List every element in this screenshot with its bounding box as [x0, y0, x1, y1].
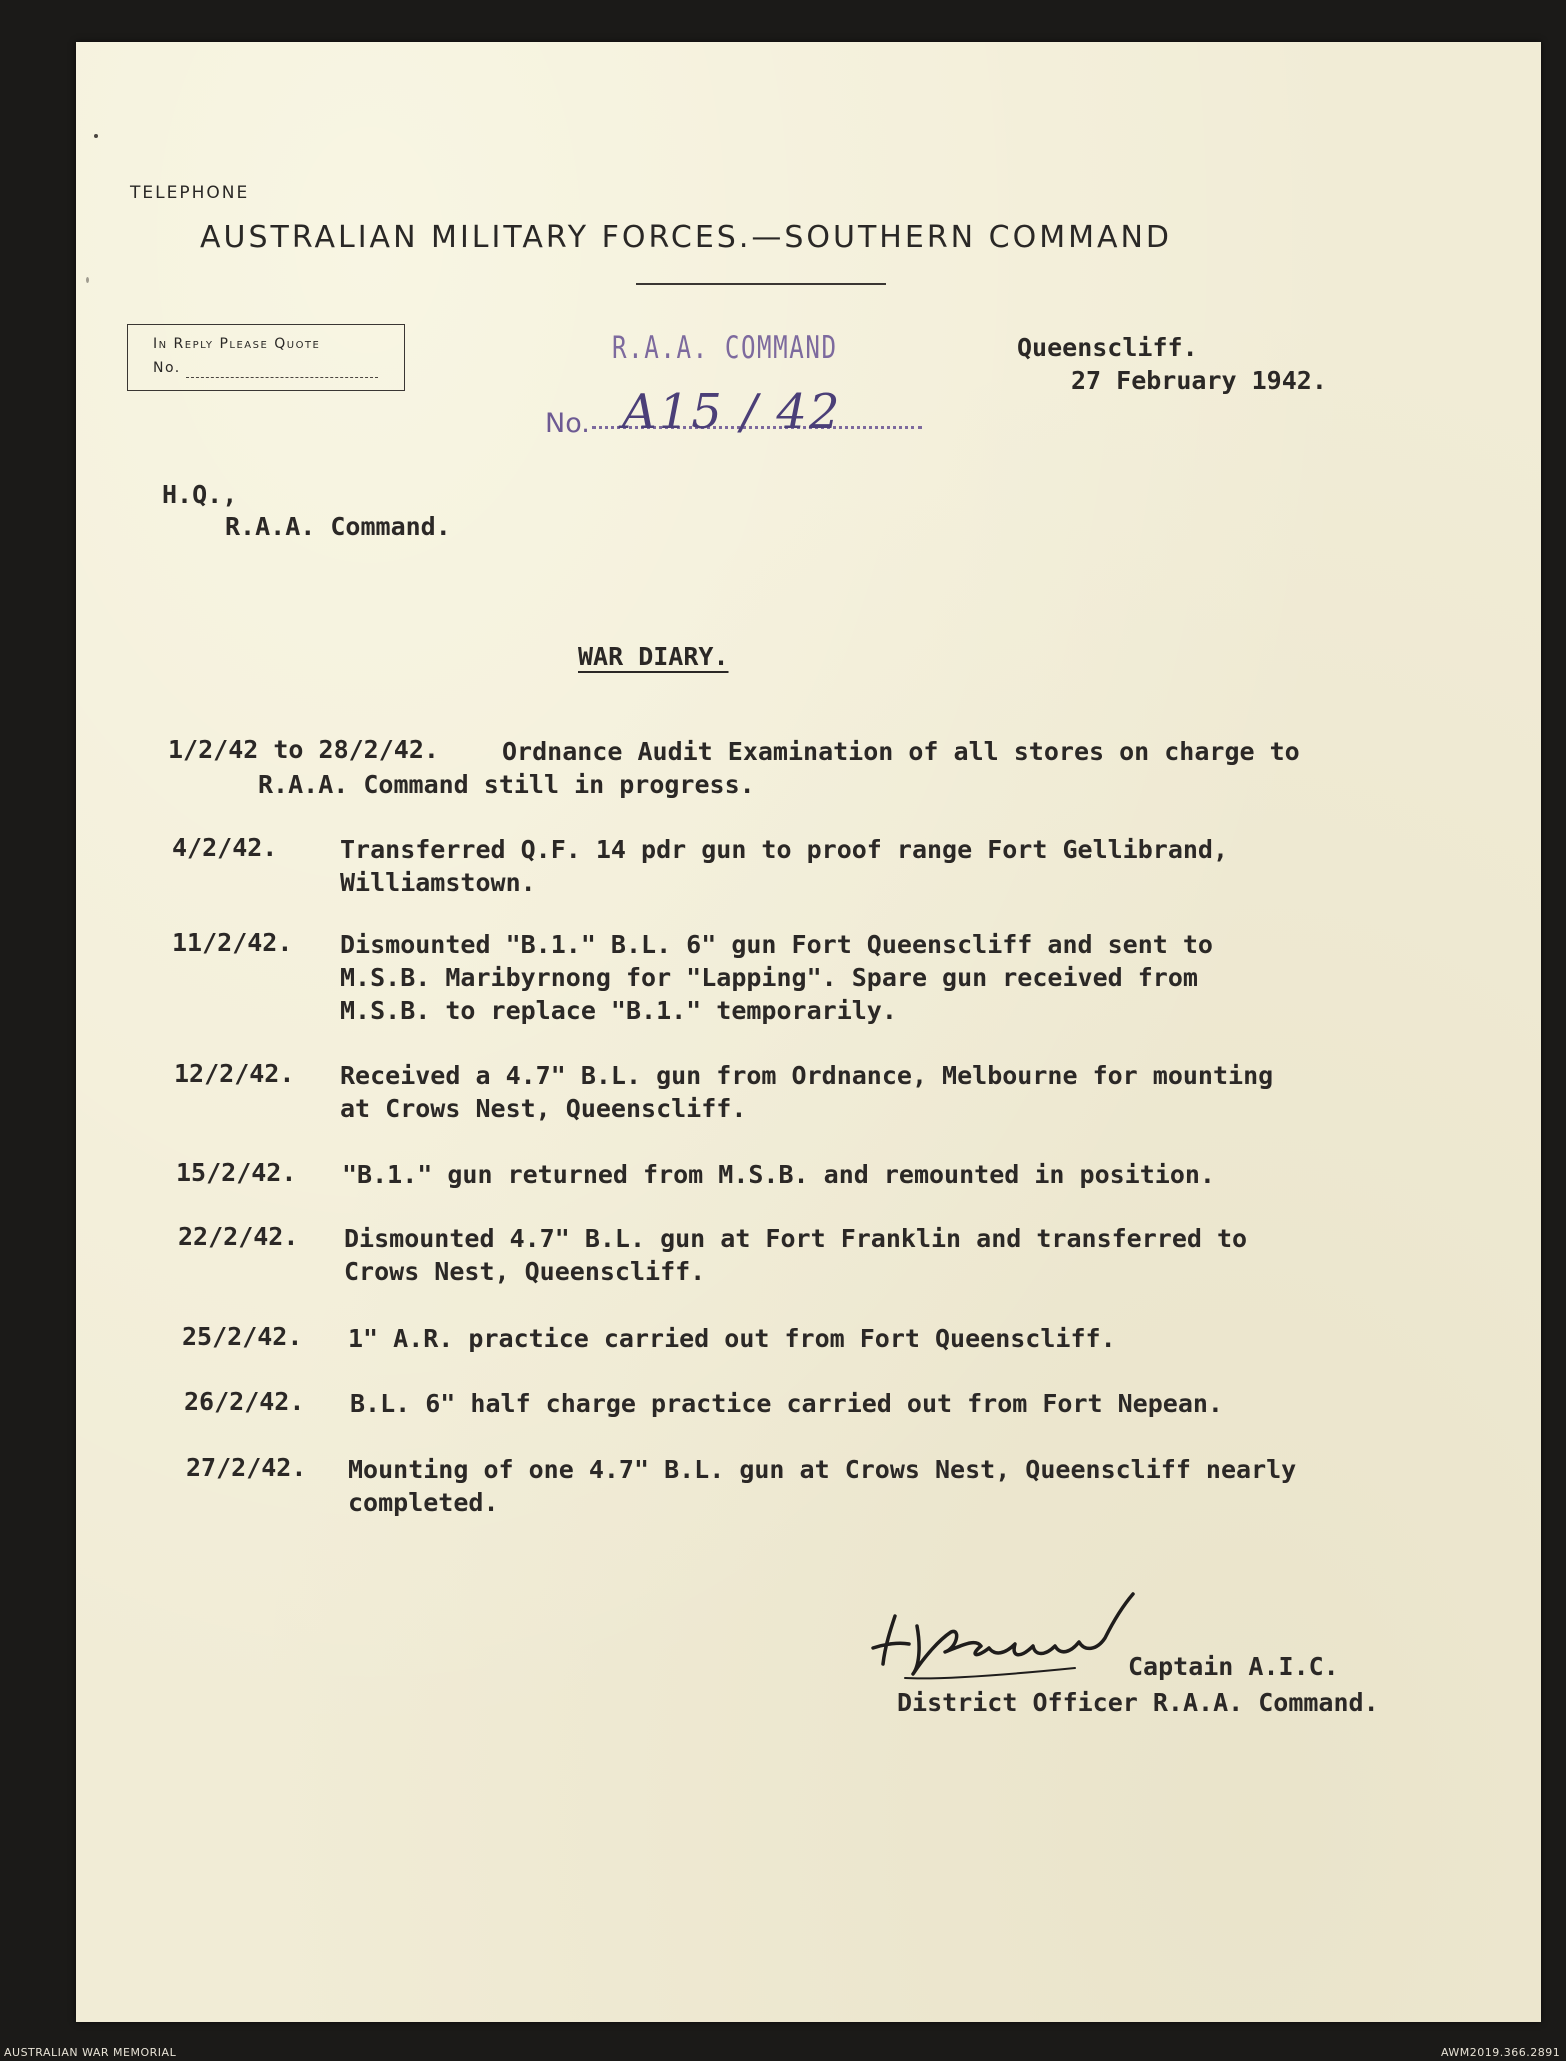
entry-text-line: Ordnance Audit Examination of all stores on charge to: [502, 737, 1300, 766]
entry-text-line: "B.1." gun returned from M.S.B. and remounted in position.: [342, 1160, 1215, 1189]
document-heading: WAR DIARY.: [578, 642, 729, 671]
entry-date: 15/2/42.: [176, 1158, 297, 1187]
signatory-title: District Officer R.A.A. Command.: [897, 1688, 1379, 1717]
place-line: Queenscliff.: [1017, 333, 1198, 362]
entry-text-line: at Crows Nest, Queenscliff.: [340, 1094, 747, 1123]
entry-text-line: Crows Nest, Queenscliff.: [344, 1257, 706, 1286]
entry-date: 27/2/42.: [186, 1453, 307, 1482]
entry-text-line: B.L. 6" half charge practice carried out from Fort Nepean.: [350, 1389, 1223, 1418]
entry-text-line: 1" A.R. practice carried out from Fort Queenscliff.: [348, 1324, 1116, 1353]
footer-accession-number: AWM2019.366.2891: [1441, 2046, 1561, 2059]
letterhead-telephone: TELEPHONE: [130, 183, 250, 203]
letterhead-rule: [636, 283, 886, 285]
reply-quote-box: [127, 324, 405, 391]
letterhead-title: AUSTRALIAN MILITARY FORCES.—SOUTHERN COMMAND: [200, 220, 1173, 255]
paper-speck: [94, 134, 98, 138]
stamp-no-label: No.: [545, 408, 590, 439]
entry-text-line: R.A.A. Command still in progress.: [258, 770, 755, 799]
entry-date: 4/2/42.: [172, 833, 278, 862]
entry-text-line: M.S.B. to replace "B.1." temporarily.: [340, 996, 897, 1025]
entry-date: 1/2/42 to 28/2/42.: [168, 735, 439, 764]
addressee-line-2: R.A.A. Command.: [225, 512, 451, 541]
entry-date: 12/2/42.: [174, 1059, 295, 1088]
reply-quote-label: In Reply Please Quote: [153, 336, 321, 352]
entry-text-line: completed.: [348, 1488, 499, 1517]
entry-date: 11/2/42.: [172, 928, 293, 957]
entry-date: 25/2/42.: [182, 1322, 303, 1351]
entry-date: 22/2/42.: [178, 1222, 299, 1251]
date-line: 27 February 1942.: [1071, 366, 1327, 395]
stamp-handwritten-number: A15 / 42: [622, 384, 842, 440]
reply-no-label: No.: [153, 360, 181, 376]
signatory-rank: Captain A.I.C.: [1128, 1652, 1339, 1681]
addressee-line-1: H.Q.,: [162, 480, 238, 509]
entry-text-line: Williamstown.: [340, 868, 536, 897]
entry-text-line: Dismounted 4.7" B.L. gun at Fort Franklin and transferred to: [344, 1224, 1248, 1253]
entry-date: 26/2/42.: [184, 1387, 305, 1416]
entry-text-line: Transferred Q.F. 14 pdr gun to proof range Fort Gellibrand,: [340, 835, 1229, 864]
entry-text-line: M.S.B. Maribyrnong for "Lapping". Spare gun received from: [340, 963, 1198, 992]
entry-text-line: Received a 4.7" B.L. gun from Ordnance, Melbourne for mounting: [340, 1061, 1274, 1090]
stamp-command: R.A.A. COMMAND: [612, 330, 838, 366]
entry-text-line: Mounting of one 4.7" B.L. gun at Crows Nest, Queenscliff nearly: [348, 1455, 1297, 1484]
entry-text-line: Dismounted "B.1." B.L. 6" gun Fort Queenscliff and sent to: [340, 930, 1213, 959]
reply-no-blank: [186, 377, 378, 378]
footer-archive-credit: AUSTRALIAN WAR MEMORIAL: [4, 2046, 177, 2059]
paper-speck: [86, 277, 89, 283]
